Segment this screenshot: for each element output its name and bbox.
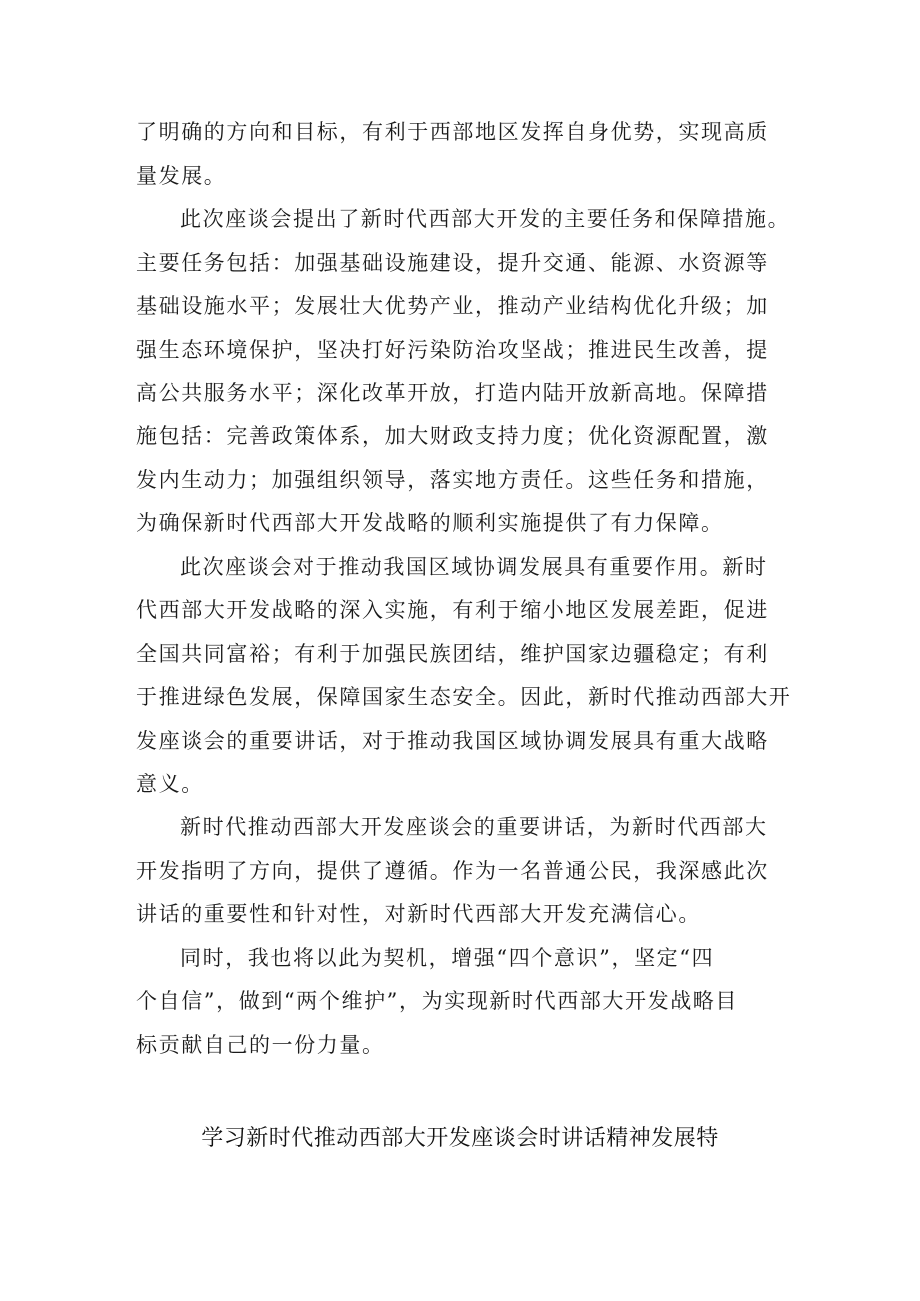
text-line: 为确保新时代西部大开发战略的顺利实施提供了有力保障。 [136,511,724,535]
paragraph-first-line: 同时，我也将以此为契机，增强“四个意识”，坚定“四 [180,946,715,970]
text-line: 讲话的重要性和针对性，对新时代西部大开发充满信心。 [136,902,701,926]
text-line: 个自信”，做到“两个维护”，为实现新时代西部大开发战略目 [136,989,739,1013]
text-line: 施包括：完善政策体系，加大财政支持力度；优化资源配置，激 [136,424,769,448]
text-line: 主要任务包括：加强基础设施建设，提升交通、能源、水资源等 [136,251,769,275]
text-line: 高公共服务水平；深化改革开放，打造内陆开放新高地。保障措 [136,381,769,405]
text-line: 基础设施水平；发展壮大优势产业，推动产业结构优化升级；加 [136,294,769,318]
text-line: 代西部大开发战略的深入实施，有利于缩小地区发展差距，促进 [136,598,769,622]
text-line: 强生态环境保护，坚决打好污染防治攻坚战；推进民生改善，提 [136,338,769,362]
section-heading: 学习新时代推动西部大开发座谈会时讲话精神发展特 [201,1126,719,1151]
paragraph-first-line: 新时代推动西部大开发座谈会的重要讲话，为新时代西部大 [180,815,768,839]
text-line: 了明确的方向和目标，有利于西部地区发挥自身优势，实现高质 [136,120,769,144]
text-line: 于推进绿色发展，保障国家生态安全。因此，新时代推动西部大开 [136,685,792,709]
paragraph-first-line: 此次座谈会提出了新时代西部大开发的主要任务和保障措施。 [180,207,791,231]
text-line: 发座谈会的重要讲话，对于推动我国区域协调发展具有重大战略 [136,729,769,753]
text-line: 标贡献自己的一份力量。 [136,1033,385,1057]
text-line: 意义。 [136,772,204,796]
text-line: 全国共同富裕；有利于加强民族团结，维护国家边疆稳定；有利 [136,642,769,666]
text-line: 量发展。 [136,164,227,188]
paragraph-first-line: 此次座谈会对于推动我国区域协调发展具有重要作用。新时 [180,555,768,579]
text-line: 开发指明了方向，提供了遵循。作为一名普通公民，我深感此次 [136,859,769,883]
text-line: 发内生动力；加强组织领导，落实地方责任。这些任务和措施， [136,468,769,492]
